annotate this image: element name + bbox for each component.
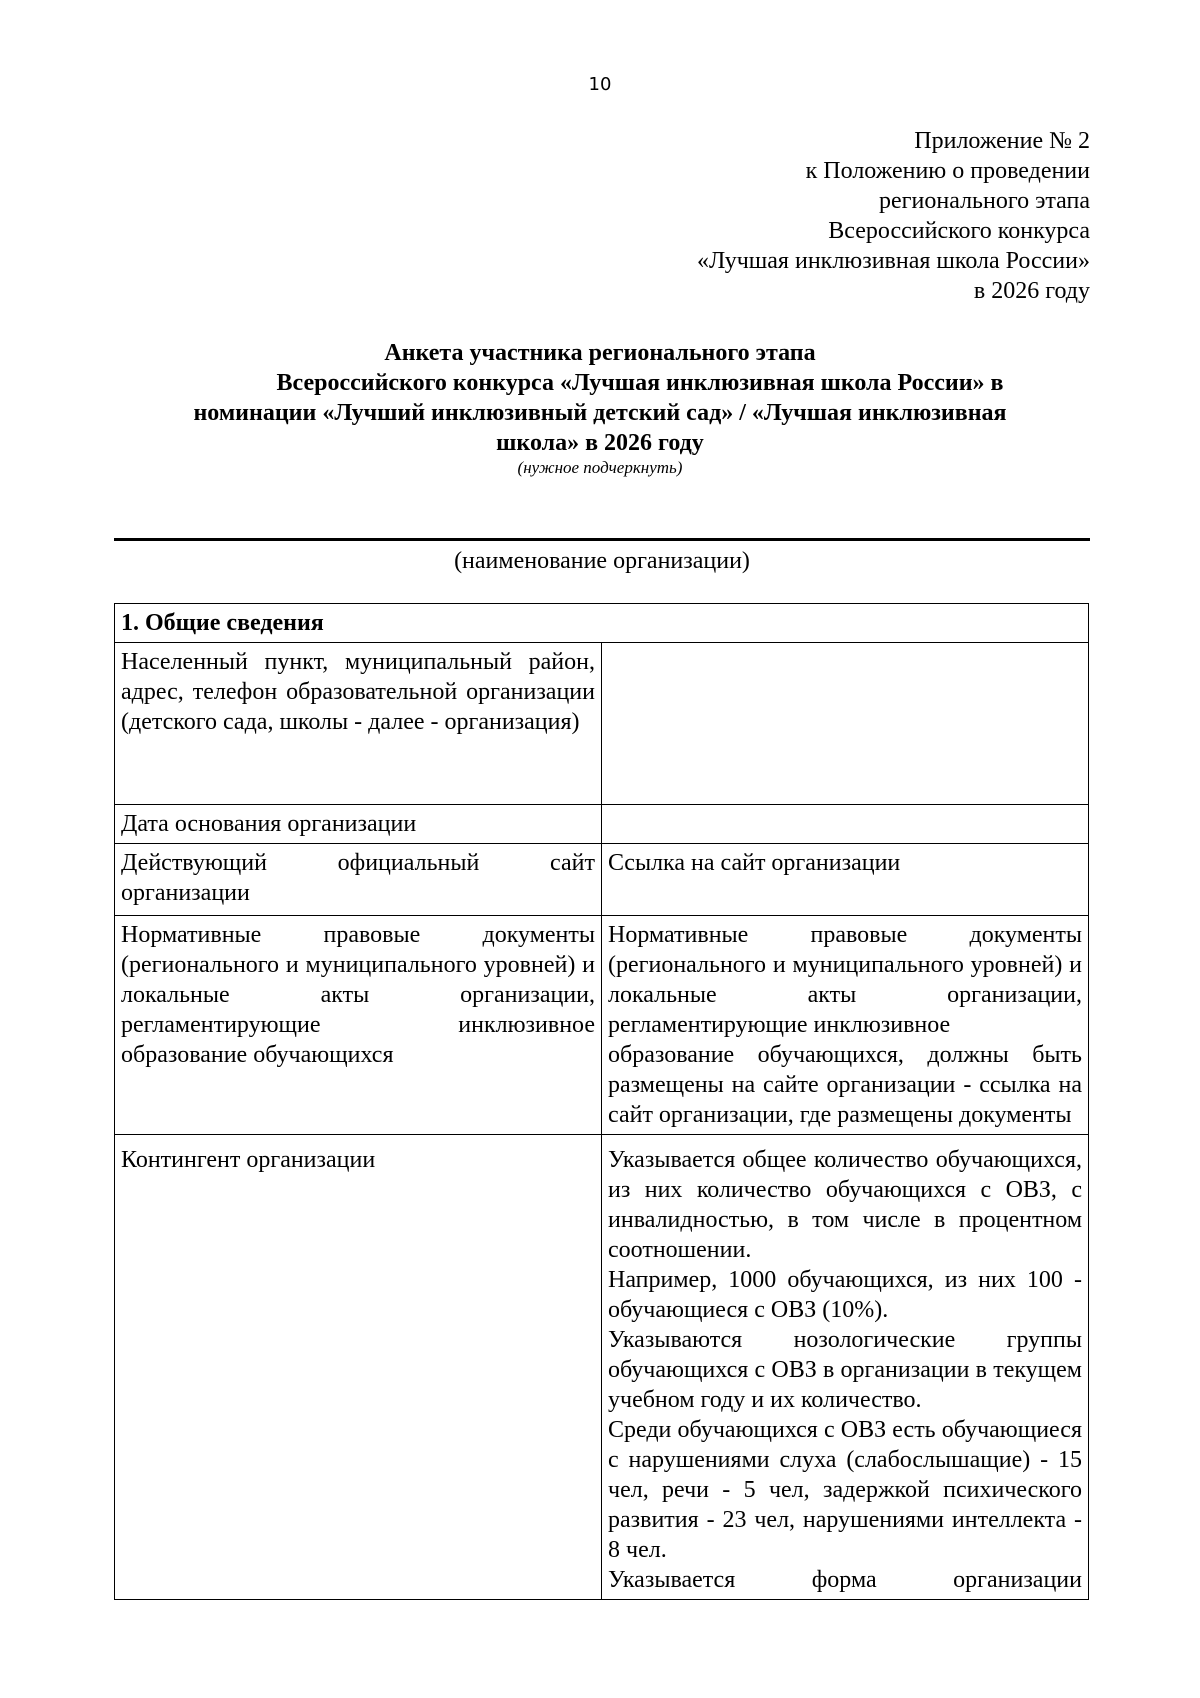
- title-line: Анкета участника регионального этапа: [384, 340, 816, 366]
- page-number: 10: [588, 74, 612, 95]
- appendix-line: Приложение № 2: [914, 128, 1090, 154]
- table-row: [115, 1135, 1089, 1600]
- title-hint: (нужное подчеркнуть): [517, 458, 683, 477]
- table-row: [115, 643, 1089, 805]
- title-line: школа» в 2026 году: [496, 430, 704, 456]
- document-title: [110, 338, 1090, 458]
- title-line: номинации «Лучший инклюзивный детский сад» / «Лучшая инклюзивная: [193, 400, 1007, 426]
- value-paragraph: образование обучающихся, должны быть размещены на сайте организации - ссылка на сайт организации, где размещены документы: [608, 1042, 1082, 1128]
- organization-name-line: [114, 538, 1090, 541]
- row-label-founding-date: Дата основания организации: [115, 805, 602, 844]
- row-label-regulatory-docs: Нормативные правовые документы (регионального и муниципального уровней) и локальные акты организации, регламентирующие инклюзивное образование обучающихся: [115, 916, 602, 1135]
- row-label-contingent: Контингент организации: [115, 1135, 602, 1600]
- appendix-line: Всероссийского конкурса: [828, 218, 1090, 244]
- general-info-table: [114, 603, 1089, 1600]
- appendix-line: регионального этапа: [879, 188, 1090, 214]
- organization-caption: (наименование организации): [454, 548, 750, 574]
- value-paragraph: Указывается общее количество обучающихся, из них количество обучающихся с ОВЗ, с инвалидностью, в том числе в процентном соотношении.: [608, 1147, 1082, 1263]
- table-section-row: [115, 604, 1089, 643]
- title-line: Всероссийского конкурса «Лучшая инклюзивная школа России» в: [276, 370, 1004, 396]
- row-label-website: Действующий официальный сайт организации: [115, 844, 602, 916]
- row-value-website: Ссылка на сайт организации: [602, 844, 1089, 916]
- value-paragraph: Среди обучающихся с ОВЗ есть обучающиеся с нарушениями слуха (слабослышащие) - 15 чел, речи - 5 чел, задержкой психического развития - 23 чел, нарушениями интеллекта - 8 чел.: [608, 1417, 1082, 1563]
- appendix-line: «Лучшая инклюзивная школа России»: [697, 248, 1090, 274]
- appendix-block: [697, 126, 1090, 306]
- table-row: [115, 805, 1089, 844]
- value-paragraph: Нормативные правовые документы (регионального и муниципального уровней) и локальные акты организации, регламентирующие инклюзивное: [608, 922, 1082, 1038]
- appendix-line: в 2026 году: [973, 278, 1090, 304]
- section-title: 1. Общие сведения: [115, 604, 1089, 643]
- table-row: [115, 916, 1089, 1135]
- appendix-line: к Положению о проведении: [805, 158, 1090, 184]
- row-value-contingent: [602, 1135, 1089, 1600]
- row-label-address: Населенный пункт, муниципальный район, адрес, телефон образовательной организации (детского сада, школы - далее - организация): [115, 643, 602, 805]
- value-paragraph: Указываются нозологические группы обучающихся с ОВЗ в организации в текущем учебном году и их количество.: [608, 1327, 1082, 1413]
- table-row: [115, 844, 1089, 916]
- row-value-regulatory-docs: [602, 916, 1089, 1135]
- row-value-founding-date: [602, 805, 1089, 844]
- row-value-address: [602, 643, 1089, 805]
- value-paragraph: Например, 1000 обучающихся, из них 100 - обучающиеся с ОВЗ (10%).: [608, 1267, 1082, 1323]
- value-paragraph: Указывается форма организации: [608, 1567, 1082, 1593]
